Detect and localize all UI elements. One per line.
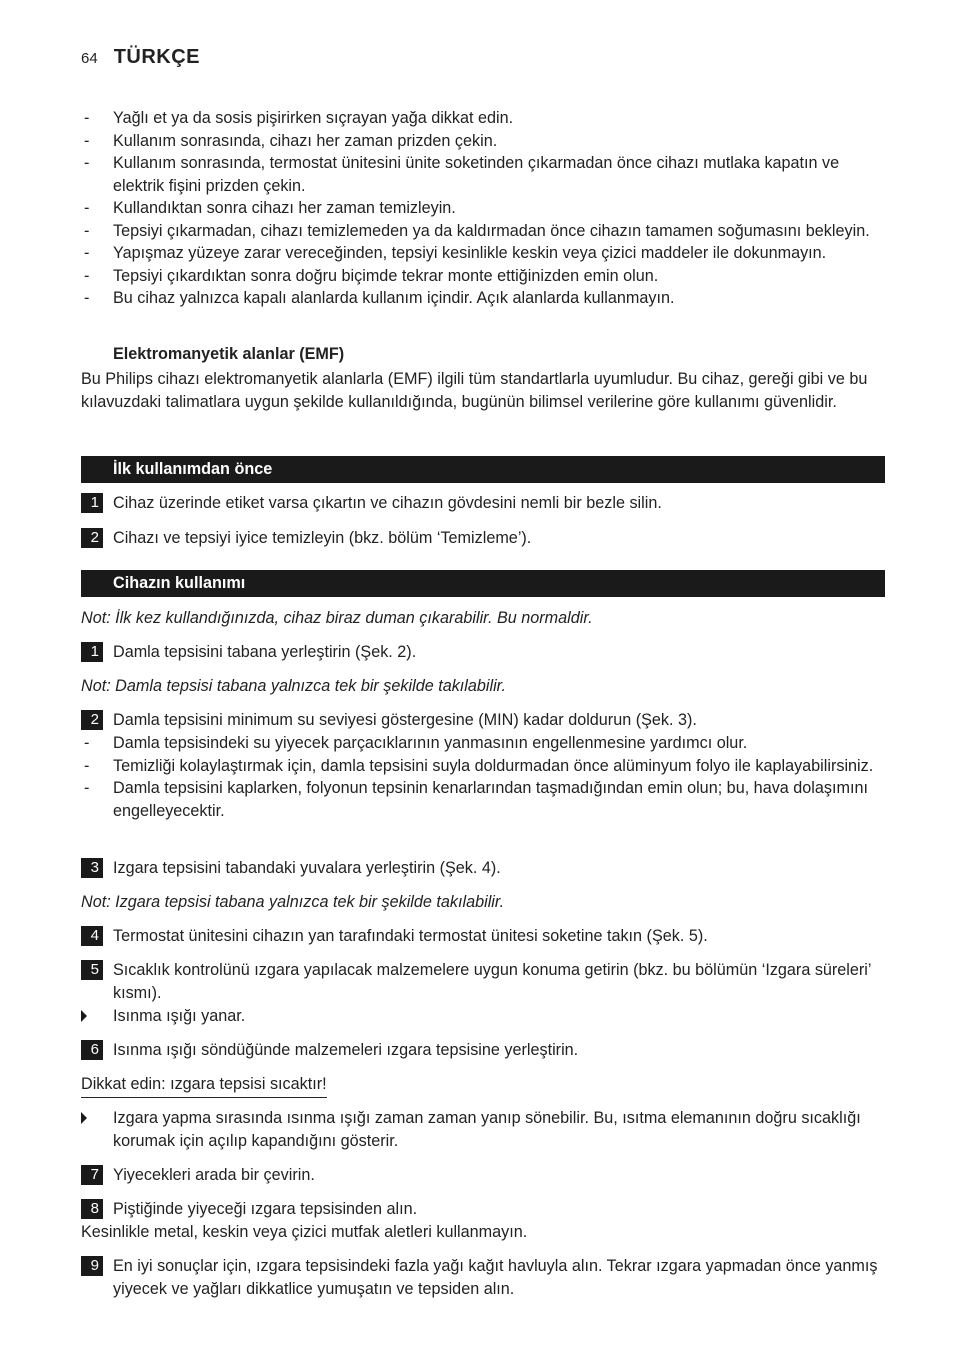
- list-item: - Temizliği kolaylaştırmak için, damla tepsisini suyla doldurmadan önce alüminyum folyo ile kaplayabilirsiniz.: [81, 755, 891, 778]
- step-text: Izgara tepsisini tabandaki yuvalara yerleştirin (Şek. 4).: [113, 859, 501, 877]
- emf-text: Bu Philips cihazı elektromanyetik alanlarla (EMF) ilgili tüm standartlarla uyumludur. Bu cihaz, gereği gibi ve bu kılavuzdaki talimatlara uygun şekilde kullanıldığında, bugünün bilimsel verilerine göre kullanımı güvenlidir.: [81, 370, 868, 411]
- step-text: En iyi sonuçlar için, ızgara tepsisindeki fazla yağı kağıt havluyla alın. Tekrar ızgara yapmadan önce yanmış yiyecek ve yağları dikkatlice yumuşatın ve tepsiden alın.: [113, 1257, 878, 1298]
- caution-text: Dikkat edin: ızgara tepsisi sıcaktır!: [81, 1073, 327, 1098]
- step-item: [81, 1039, 885, 1062]
- section-title: İlk kullanımdan önce: [113, 460, 273, 478]
- step-number: 3: [81, 858, 103, 878]
- language-title: TÜRKÇE: [113, 46, 201, 68]
- step-number: 9: [81, 1256, 103, 1276]
- step-item: [81, 1198, 885, 1221]
- step-number: 1: [81, 493, 103, 513]
- list-item: - Kullandıktan sonra cihazı her zaman temizleyin.: [81, 197, 891, 220]
- section-heading-usage: [81, 570, 885, 597]
- note-text: Not: Damla tepsisi tabana yalnızca tek bir şekilde takılabilir.: [81, 677, 506, 695]
- list-item: - Kullanım sonrasında, cihazı her zaman prizden çekin.: [81, 130, 891, 153]
- step-item: [81, 709, 885, 732]
- step-number: 1: [81, 642, 103, 662]
- step-text: Piştiğinde yiyeceği ızgara tepsisinden alın.: [113, 1200, 418, 1218]
- step-text: Yiyecekleri arada bir çevirin.: [113, 1166, 315, 1184]
- note-text: Not: İlk kez kullandığınızda, cihaz biraz duman çıkarabilir. Bu normaldir.: [81, 609, 593, 627]
- step-number: 6: [81, 1040, 103, 1060]
- step-text: Isınma ışığı söndüğünde malzemeleri ızgara tepsisine yerleştirin.: [113, 1041, 579, 1059]
- result-arrow-icon: [81, 1112, 87, 1124]
- step-item: [81, 1255, 885, 1300]
- section-title: Cihazın kullanımı: [113, 574, 246, 592]
- step-text: Damla tepsisini tabana yerleştirin (Şek. 2).: [113, 643, 417, 661]
- step-number: 5: [81, 960, 103, 980]
- list-item: - Damla tepsisindeki su yiyecek parçacıklarının yanmasının engellenmesine yardımcı olur.: [81, 732, 891, 755]
- step-text: Cihaz üzerinde etiket varsa çıkartın ve cihazın gövdesini nemli bir bezle silin.: [113, 494, 662, 512]
- emf-heading: Elektromanyetik alanlar (EMF): [113, 345, 345, 363]
- list-item: - Kullanım sonrasında, termostat ünitesini ünite soketinden çıkarmadan önce cihazı mutlaka kapatın ve elektrik fişini prizden çekin.: [81, 152, 891, 197]
- note-text: Not: Izgara tepsisi tabana yalnızca tek bir şekilde takılabilir.: [81, 893, 505, 911]
- step-number: 2: [81, 710, 103, 730]
- result-item: [81, 1107, 891, 1152]
- list-item: - Yağlı et ya da sosis pişirirken sıçrayan yağa dikkat edin.: [81, 107, 891, 130]
- step2-bullets: [81, 732, 891, 822]
- list-item: - Tepsiyi çıkarmadan, cihazı temizlemeden ya da kaldırmadan önce cihazın tamamen soğumasını bekleyin.: [81, 220, 891, 243]
- step-text: Termostat ünitesini cihazın yan tarafındaki termostat ünitesi soketine takın (Şek. 5).: [113, 927, 708, 945]
- step8-extra-text: Kesinlikle metal, keskin veya çizici mutfak aletleri kullanmayın.: [81, 1223, 528, 1241]
- list-item: - Yapışmaz yüzeye zarar vereceğinden, tepsiyi kesinlikle keskin veya çizici maddeler ile dokunmayın.: [81, 242, 891, 265]
- warnings-list: [81, 107, 891, 310]
- step-text: Cihazı ve tepsiyi iyice temizleyin (bkz. bölüm ‘Temizleme’).: [113, 529, 532, 547]
- step-item: [81, 492, 885, 515]
- result-item: [81, 1005, 891, 1028]
- step-item: [81, 641, 885, 664]
- step-number: 2: [81, 528, 103, 548]
- step-item: [81, 925, 885, 948]
- step-number: 8: [81, 1199, 103, 1219]
- list-item: - Damla tepsisini kaplarken, folyonun tepsinin kenarlarından taşmadığından emin olun; bu, hava dolaşımını engelleyecektir.: [81, 777, 891, 822]
- step-number: 7: [81, 1165, 103, 1185]
- result-arrow-icon: [81, 1010, 87, 1022]
- page-header: [81, 46, 200, 69]
- step-number: 4: [81, 926, 103, 946]
- result-text: Isınma ışığı yanar.: [113, 1007, 246, 1025]
- list-item: - Tepsiyi çıkardıktan sonra doğru biçimde tekrar monte ettiğinizden emin olun.: [81, 265, 891, 288]
- page-number: 64: [81, 50, 98, 67]
- result-text: Izgara yapma sırasında ısınma ışığı zaman zaman yanıp sönebilir. Bu, ısıtma elemanının doğru sıcaklığı korumak için açılıp kapandığını gösterir.: [113, 1109, 861, 1150]
- list-item: - Bu cihaz yalnızca kapalı alanlarda kullanım içindir. Açık alanlarda kullanmayın.: [81, 287, 891, 310]
- step-item: [81, 959, 885, 1004]
- section-heading-first-use: [81, 456, 885, 483]
- step-text: Damla tepsisini minimum su seviyesi göstergesine (MIN) kadar doldurun (Şek. 3).: [113, 711, 697, 729]
- step-item: [81, 1164, 885, 1187]
- step-item: [81, 857, 885, 880]
- step-item: [81, 527, 885, 550]
- step-text: Sıcaklık kontrolünü ızgara yapılacak malzemelere uygun konuma getirin (bkz. bu bölümün ‘Izgara süreleri’ kısmı).: [113, 961, 871, 1002]
